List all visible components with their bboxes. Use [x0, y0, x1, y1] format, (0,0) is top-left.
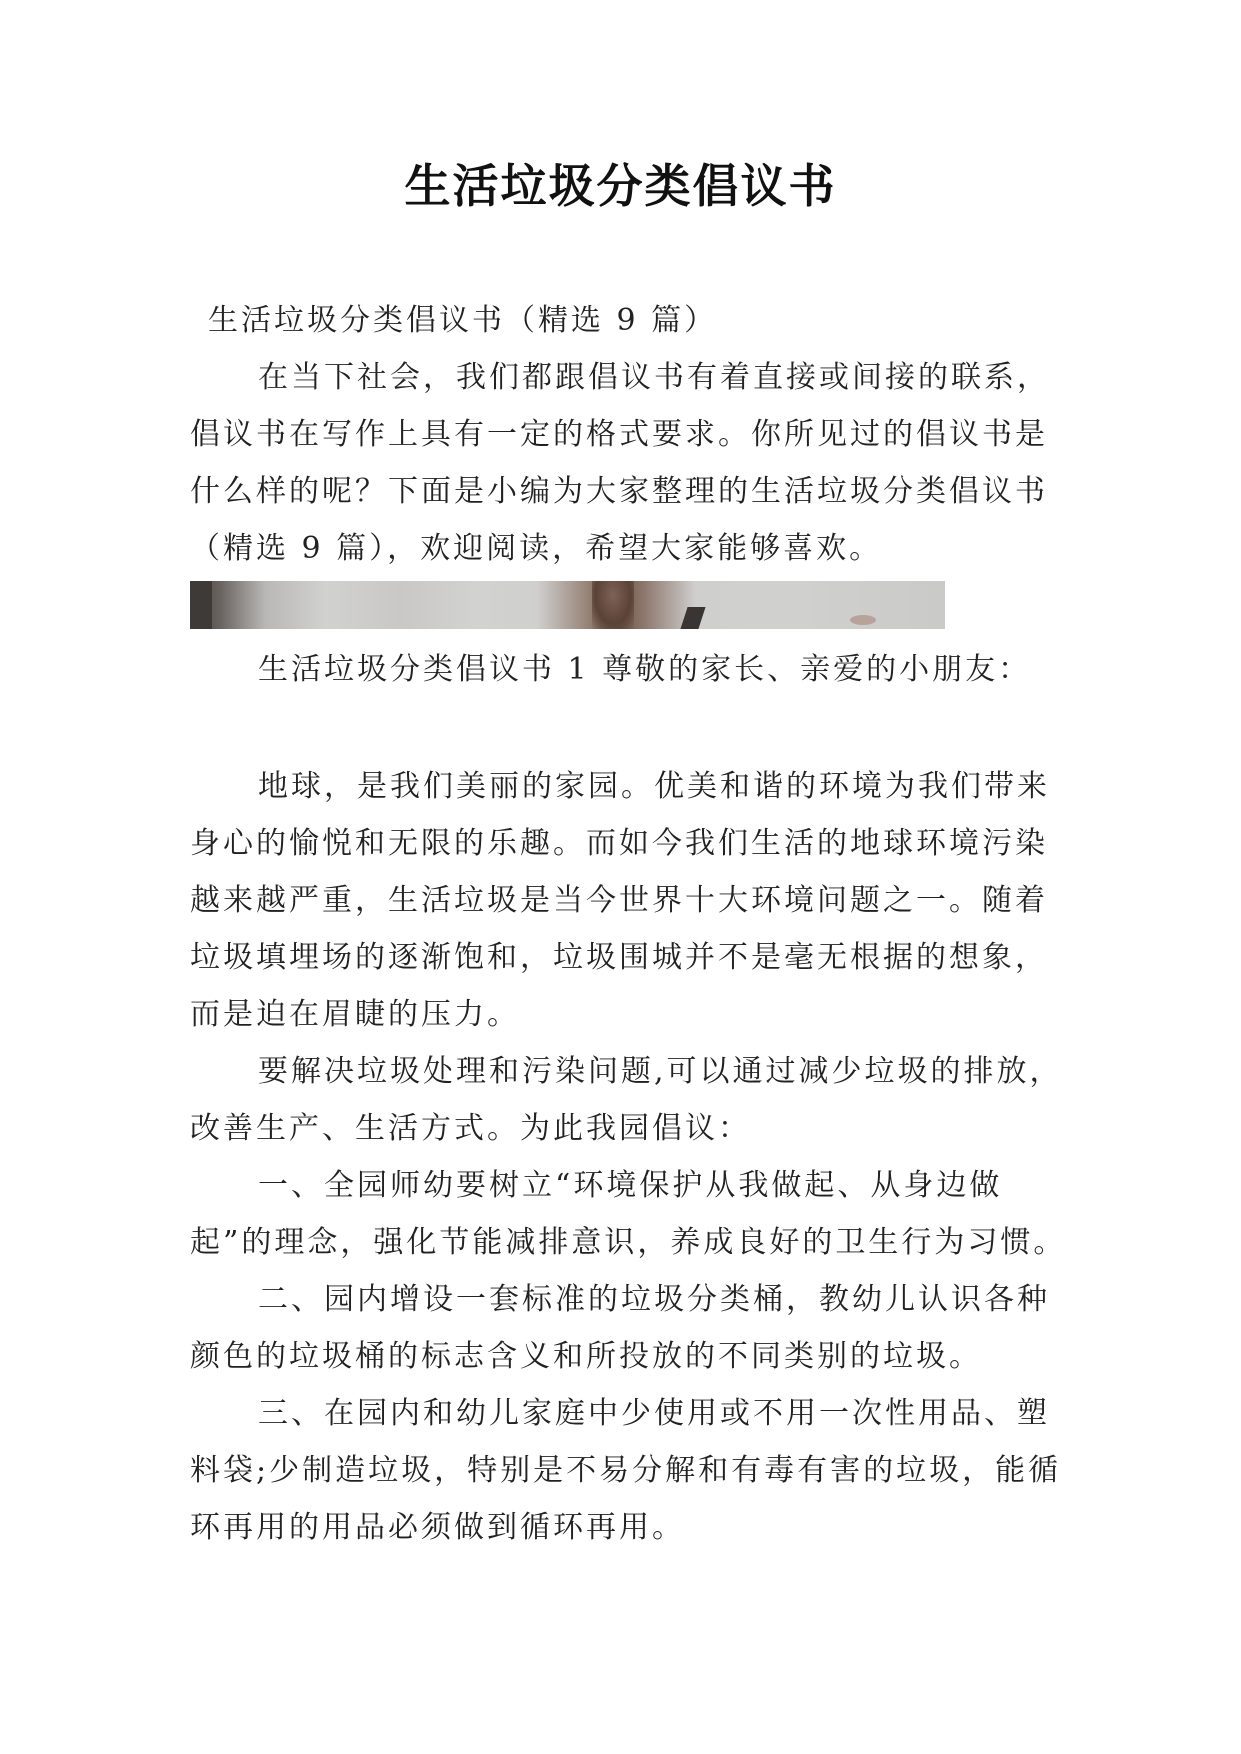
cropped-photo-strip	[190, 581, 945, 629]
document-subtitle: 生活垃圾分类倡议书（精选 9 篇）	[208, 303, 718, 338]
body-paragraph: 一、全园师幼要树立“环境保护从我做起、从身边做起”的理念，强化节能减排意识，养成良好的卫生行为习惯。	[190, 1168, 1067, 1260]
photo-light-object	[850, 615, 876, 625]
photo-dark-object	[680, 607, 705, 629]
photo-dark-edge	[190, 581, 212, 629]
intro-paragraph: 在当下社会，我们都跟倡议书有着直接或间接的联系，倡议书在写作上具有一定的格式要求。你所见过的倡议书是什么样的呢？下面是小编为大家整理的生活垃圾分类倡议书（精选 9 篇），欢迎阅读，希望大家能够喜欢。	[190, 360, 1050, 566]
body-paragraph: 三、在园内和幼儿家庭中少使用或不用一次性用品、塑料袋;少制造垃圾，特别是不易分解和有毒有害的垃圾，能循环再用的用品必须做到循环再用。	[190, 1396, 1062, 1545]
body-paragraph: 二、园内增设一套标准的垃圾分类桶，教幼儿认识各种颜色的垃圾桶的标志含义和所投放的不同类别的垃圾。	[190, 1282, 1050, 1374]
body-paragraph: 地球，是我们美丽的家园。优美和谐的环境为我们带来身心的愉悦和无限的乐趣。而如今我们生活的地球环境污染越来越严重，生活垃圾是当今世界十大环境问题之一。随着垃圾填埋场的逐渐饱和，垃圾围城并不是毫无根据的想象，而是迫在眉睫的压力。	[190, 769, 1050, 1032]
section-heading: 生活垃圾分类倡议书 1 尊敬的家长、亲爱的小朋友：	[258, 652, 1032, 687]
body-paragraph: 要解决垃圾处理和污染问题,可以通过减少垃圾的排放，改善生产、生活方式。为此我园倡议：	[190, 1054, 1063, 1146]
document-title: 生活垃圾分类倡议书	[404, 159, 837, 213]
section-spacing	[190, 698, 1070, 758]
photo-brown-object	[592, 581, 634, 629]
document-body	[190, 292, 1070, 1556]
